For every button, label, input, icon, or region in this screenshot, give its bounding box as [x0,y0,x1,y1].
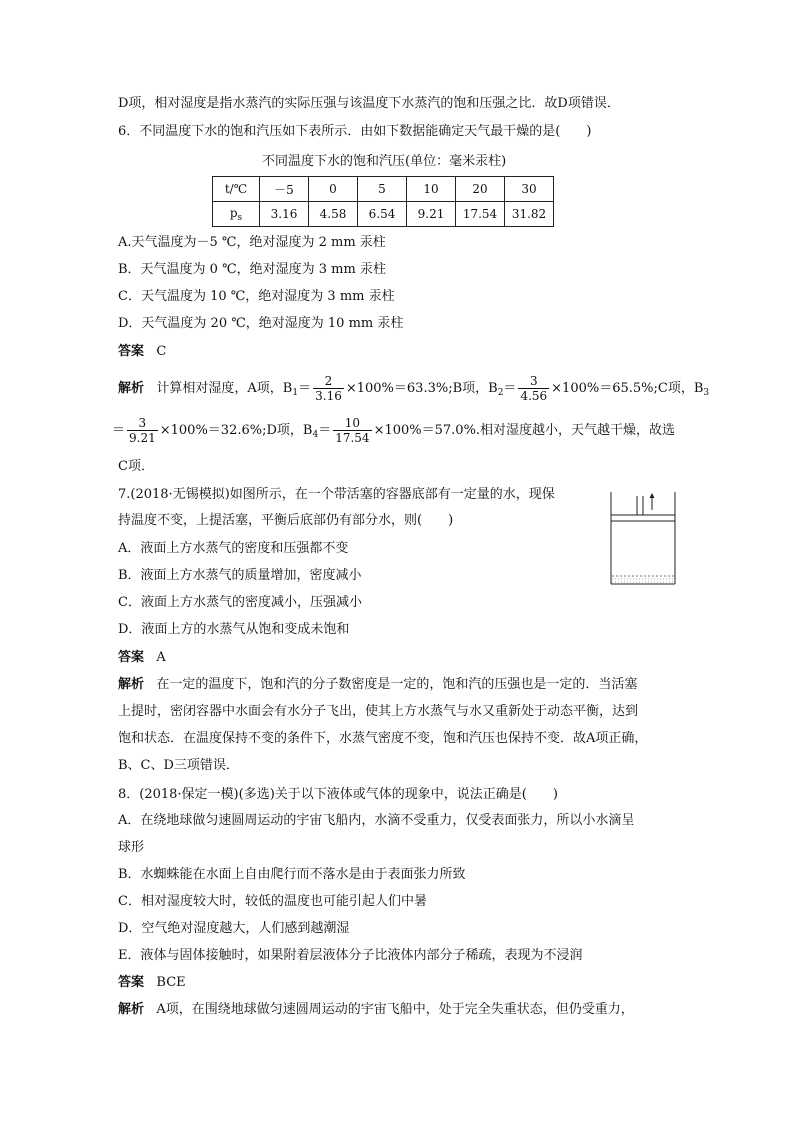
answer-value: BCE [156,975,186,990]
table-cell: 20 [456,177,505,202]
fraction-denominator: 3.16 [315,389,342,403]
option-d: D．空气绝对湿度越大，人们感到越潮湿 [118,921,350,936]
explanation-text: ＝ [318,423,332,438]
explanation-line [118,374,709,403]
fraction-numerator: 3 [138,416,147,430]
table-cell: 5 [358,177,407,202]
explanation-text: ×100%＝32.6%;D项，B [159,423,313,438]
explanation-line: B、C、D三项错误． [118,758,239,773]
table-cell: 3.16 [260,202,309,227]
answer-label: 答案 [118,344,145,359]
explanation-label: 解析 [118,381,145,396]
subscript: 4 [312,430,319,440]
option-b: B．水蜘蛛能在水面上自由爬行而不落水是由于表面张力所致 [118,867,466,882]
explanation-line [118,676,637,694]
fraction-numerator: 2 [324,374,333,388]
piston [611,515,675,521]
explanation-text: A项，在围绕地球做匀速圆周运动的宇宙飞船中，处于完全失重状态，但仍受重力， [156,1002,634,1017]
answer-label: 答案 [118,975,145,990]
explanation-text: ×100%＝65.5%;C项，B [551,381,704,396]
option-e: E．液体与固体接触时，如果附着层液体分子比液体内部分子稀疏，表现为不浸润 [118,948,583,963]
table-cell: t/℃ [213,177,260,202]
answer-line [118,974,186,992]
option-d: D．液面上方的水蒸气从饱和变成未饱和 [118,622,350,637]
fraction-denominator: 17.54 [335,431,370,445]
question-7-stem: 7.(2018·无锡模拟)如图所示，在一个带活塞的容器底部有一定量的水，现保 [118,487,555,502]
option-c: C．相对湿度较大时，较低的温度也可能引起人们中暑 [118,894,427,909]
table-cell: 4.58 [309,202,358,227]
table-cell: 6.54 [358,202,407,227]
explanation-line: 上提时，密闭容器中水面会有水分子飞出，使其上方水蒸气与水又重新处于动态平衡，达到 [118,704,639,719]
table-cell: －5 [260,177,309,202]
question-7-stem: 持温度不变，上提活塞，平衡后底部仍有部分水，则( ) [118,513,454,528]
table-cell: 30 [505,177,554,202]
question-6-stem: 6．不同温度下水的饱和汽压如下表所示．由如下数据能确定天气最干燥的是( ) [118,124,592,139]
fraction-numerator: 3 [529,374,538,388]
table-caption: 不同温度下水的饱和汽压(单位：毫米汞柱) [262,154,507,169]
option-a: 球形 [118,840,145,855]
fraction [518,374,549,403]
explanation-label: 解析 [118,677,145,692]
saturation-pressure-table [212,176,554,227]
option-b: B．天气温度为 0 ℃，绝对湿度为 3 mm 汞柱 [118,262,386,277]
pressure-symbol: p [229,205,238,220]
answer-line [118,649,166,667]
answer-label: 答案 [118,650,145,665]
explanation-line: C项． [118,459,154,474]
fraction [333,416,371,445]
table-cell: 31.82 [505,202,554,227]
fraction-numerator: 10 [344,416,361,430]
table-cell: 9.21 [407,202,456,227]
explanation-label: 解析 [118,1002,145,1017]
explanation-text: ＝ [298,381,312,396]
subscript: 1 [292,388,299,398]
option-c: C．液面上方水蒸气的密度减小，压强减小 [118,595,362,610]
explanation-text: 计算相对湿度，A项，B [156,381,293,396]
table-row [213,177,554,202]
fraction [127,416,158,445]
explanation-text: ＝ [112,423,126,438]
option-a: A.天气温度为－5 ℃，绝对湿度为 2 mm 汞柱 [118,235,386,250]
fraction-denominator: 9.21 [129,431,156,445]
table-cell: 0 [309,177,358,202]
option-a: A．液面上方水蒸气的密度和压强都不变 [118,541,349,556]
up-arrow-head-icon [650,493,655,498]
text-line: D项，相对湿度是指水蒸汽的实际压强与该温度下水蒸汽的饱和压强之比．故D项错误． [118,96,620,111]
table-row [213,202,554,227]
option-c: C．天气温度为 10 ℃，绝对湿度为 3 mm 汞柱 [118,289,395,304]
explanation-text: ×100%＝57.0%.相对湿度越小，天气越干燥，故选 [373,423,676,438]
subscript: 3 [703,388,710,398]
pressure-subscript: s [237,212,243,223]
answer-value: C [156,344,167,359]
question-8-stem: 8．(2018·保定一模)(多选)关于以下液体或气体的现象中，说法正确是( ) [118,787,558,802]
fraction-denominator: 4.56 [520,389,548,403]
answer-value: A [156,650,166,665]
fraction [313,374,344,403]
explanation-text: ×100%＝63.3%;B项，B [345,381,498,396]
table-cell: 10 [407,177,456,202]
explanation-line: 饱和状态．在温度保持不变的条件下，水蒸气密度不变，饱和汽压也保持不变．故A项正确， [118,731,648,746]
explanation-text: ＝ [503,381,517,396]
option-b: B．液面上方水蒸气的质量增加，密度减小 [118,568,362,583]
table-cell: 17.54 [456,202,505,227]
table-cell [213,202,260,227]
option-d: D．天气温度为 20 ℃，绝对湿度为 10 mm 汞柱 [118,316,404,331]
explanation-text: 在一定的温度下，饱和汽的分子数密度是一定的，饱和汽的压强也是一定的．当活塞 [156,677,638,692]
option-a: A．在绕地球做匀速圆周运动的宇宙飞船内，水滴不受重力，仅受表面张力，所以小水滴呈 [118,813,635,828]
answer-line [118,343,166,361]
explanation-line [112,416,675,445]
piston-container-figure [608,490,678,586]
explanation-line [118,1001,634,1019]
subscript: 2 [497,388,504,398]
